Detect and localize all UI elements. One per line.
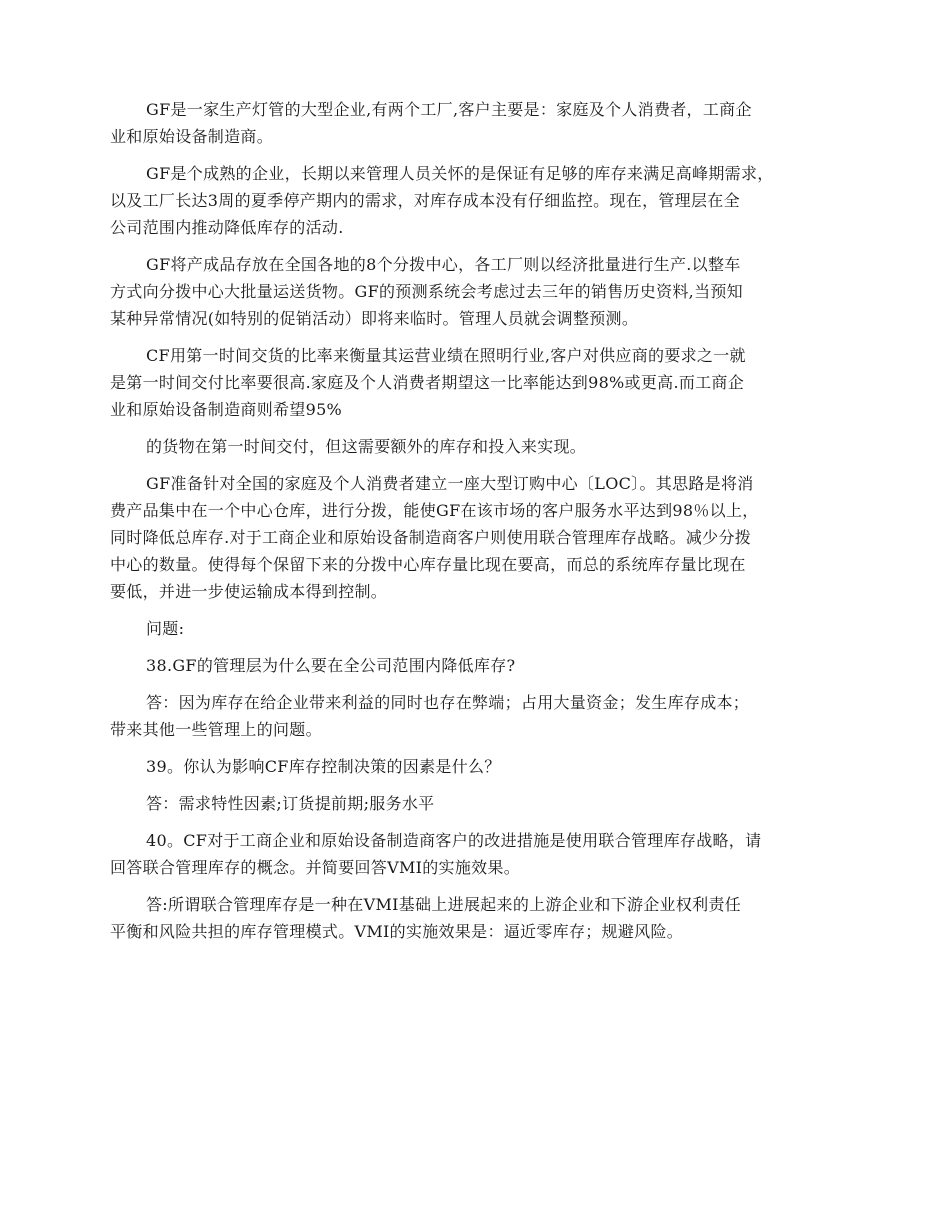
paragraph-p1 — [110, 96, 850, 150]
text-line: 带来其他一些管理上的问题。 — [110, 720, 322, 739]
document-body — [110, 96, 850, 955]
text-line: 要低，并进一步使运输成本得到控制。 — [110, 582, 388, 601]
text-line: 答：因为库存在给企业带来利益的同时也存在弊端；占用大量资金；发生库存成本； — [146, 693, 750, 712]
paragraph-p7 — [110, 615, 850, 642]
paragraph-q40 — [110, 827, 850, 881]
text-line: 38.GF的管理层为什么要在全公司范围内降低库存? — [146, 656, 516, 675]
paragraph-p3 — [110, 251, 850, 332]
text-line: 平衡和风险共担的库存管理模式。VMI的实施效果是：逼近零库存；规避风险。 — [110, 922, 684, 941]
paragraph-p4 — [110, 342, 850, 423]
text-line: 某种异常情况(如特别的促销活动）即将来临时。管理人员就会调整预测。 — [110, 309, 639, 328]
text-line: GF是个成熟的企业，长期以来管理人员关怀的是保证有足够的库存来满足高峰期需求， — [146, 164, 774, 183]
text-line: 问题: — [146, 619, 185, 638]
text-line: 答:所谓联合管理库存是一种在VMI基础上进展起来的上游企业和下游企业权利责任 — [146, 895, 742, 914]
text-line: 回答联合管理库存的概念。并简要回答VMI的实施效果。 — [110, 858, 521, 877]
text-line: 方式向分拨中心大批量运送货物。GF的预测系统会考虑过去三年的销售历史资料,当预知 — [110, 282, 743, 301]
paragraph-p5 — [110, 433, 850, 460]
text-line: GF准备针对全国的家庭及个人消费者建立一座大型订购中心〔LOC〕。其思路是将消 — [146, 474, 754, 493]
paragraph-q38 — [110, 652, 850, 679]
text-line: GF是一家生产灯管的大型企业,有两个工厂,客户主要是：家庭及个人消费者，工商企 — [146, 100, 752, 119]
text-line: 答：需求特性因素;订货提前期;服务水平 — [146, 794, 435, 813]
text-line: 是第一时间交付比率要很高.家庭及个人消费者期望这一比率能达到98%或更高.而工商企 — [110, 373, 745, 392]
paragraph-a40 — [110, 891, 850, 945]
text-line: 费产品集中在一个中心仓库，进行分拨，能使GF在该市场的客户服务水平达到98％以上， — [110, 501, 759, 520]
paragraph-a39 — [110, 790, 850, 817]
paragraph-p6 — [110, 470, 850, 605]
text-line: 以及工厂长达3周的夏季停产期内的需求，对库存成本没有仔细监控。现在，管理层在全 — [110, 191, 740, 210]
text-line: 公司范围内推动降低库存的活动. — [110, 218, 344, 237]
text-line: 业和原始设备制造商则希望95% — [110, 400, 343, 419]
text-line: 40。CF对于工商企业和原始设备制造商客户的改进措施是使用联合管理库存战略，请 — [146, 831, 762, 850]
text-line: 的货物在第一时间交付，但这需要额外的库存和投入来实现。 — [146, 437, 587, 456]
text-line: GF将产成品存放在全国各地的8个分拨中心，各工厂则以经济批量进行生产.以整车 — [146, 255, 741, 274]
text-line: 中心的数量。使得每个保留下来的分拨中心库存量比现在要高，而总的系统库存量比现在 — [110, 555, 746, 574]
text-line: 业和原始设备制造商。 — [110, 127, 274, 146]
paragraph-a38 — [110, 689, 850, 743]
paragraph-p2 — [110, 160, 850, 241]
paragraph-q39 — [110, 753, 850, 780]
text-line: 同时降低总库存.对于工商企业和原始设备制造商客户则使用联合管理库存战略。减少分拨 — [110, 528, 752, 547]
text-line: 39。你认为影响CF库存控制决策的因素是什么？ — [146, 757, 501, 776]
text-line: CF用第一时间交货的比率来衡量其运营业绩在照明行业,客户对供应商的要求之一就 — [146, 346, 746, 365]
